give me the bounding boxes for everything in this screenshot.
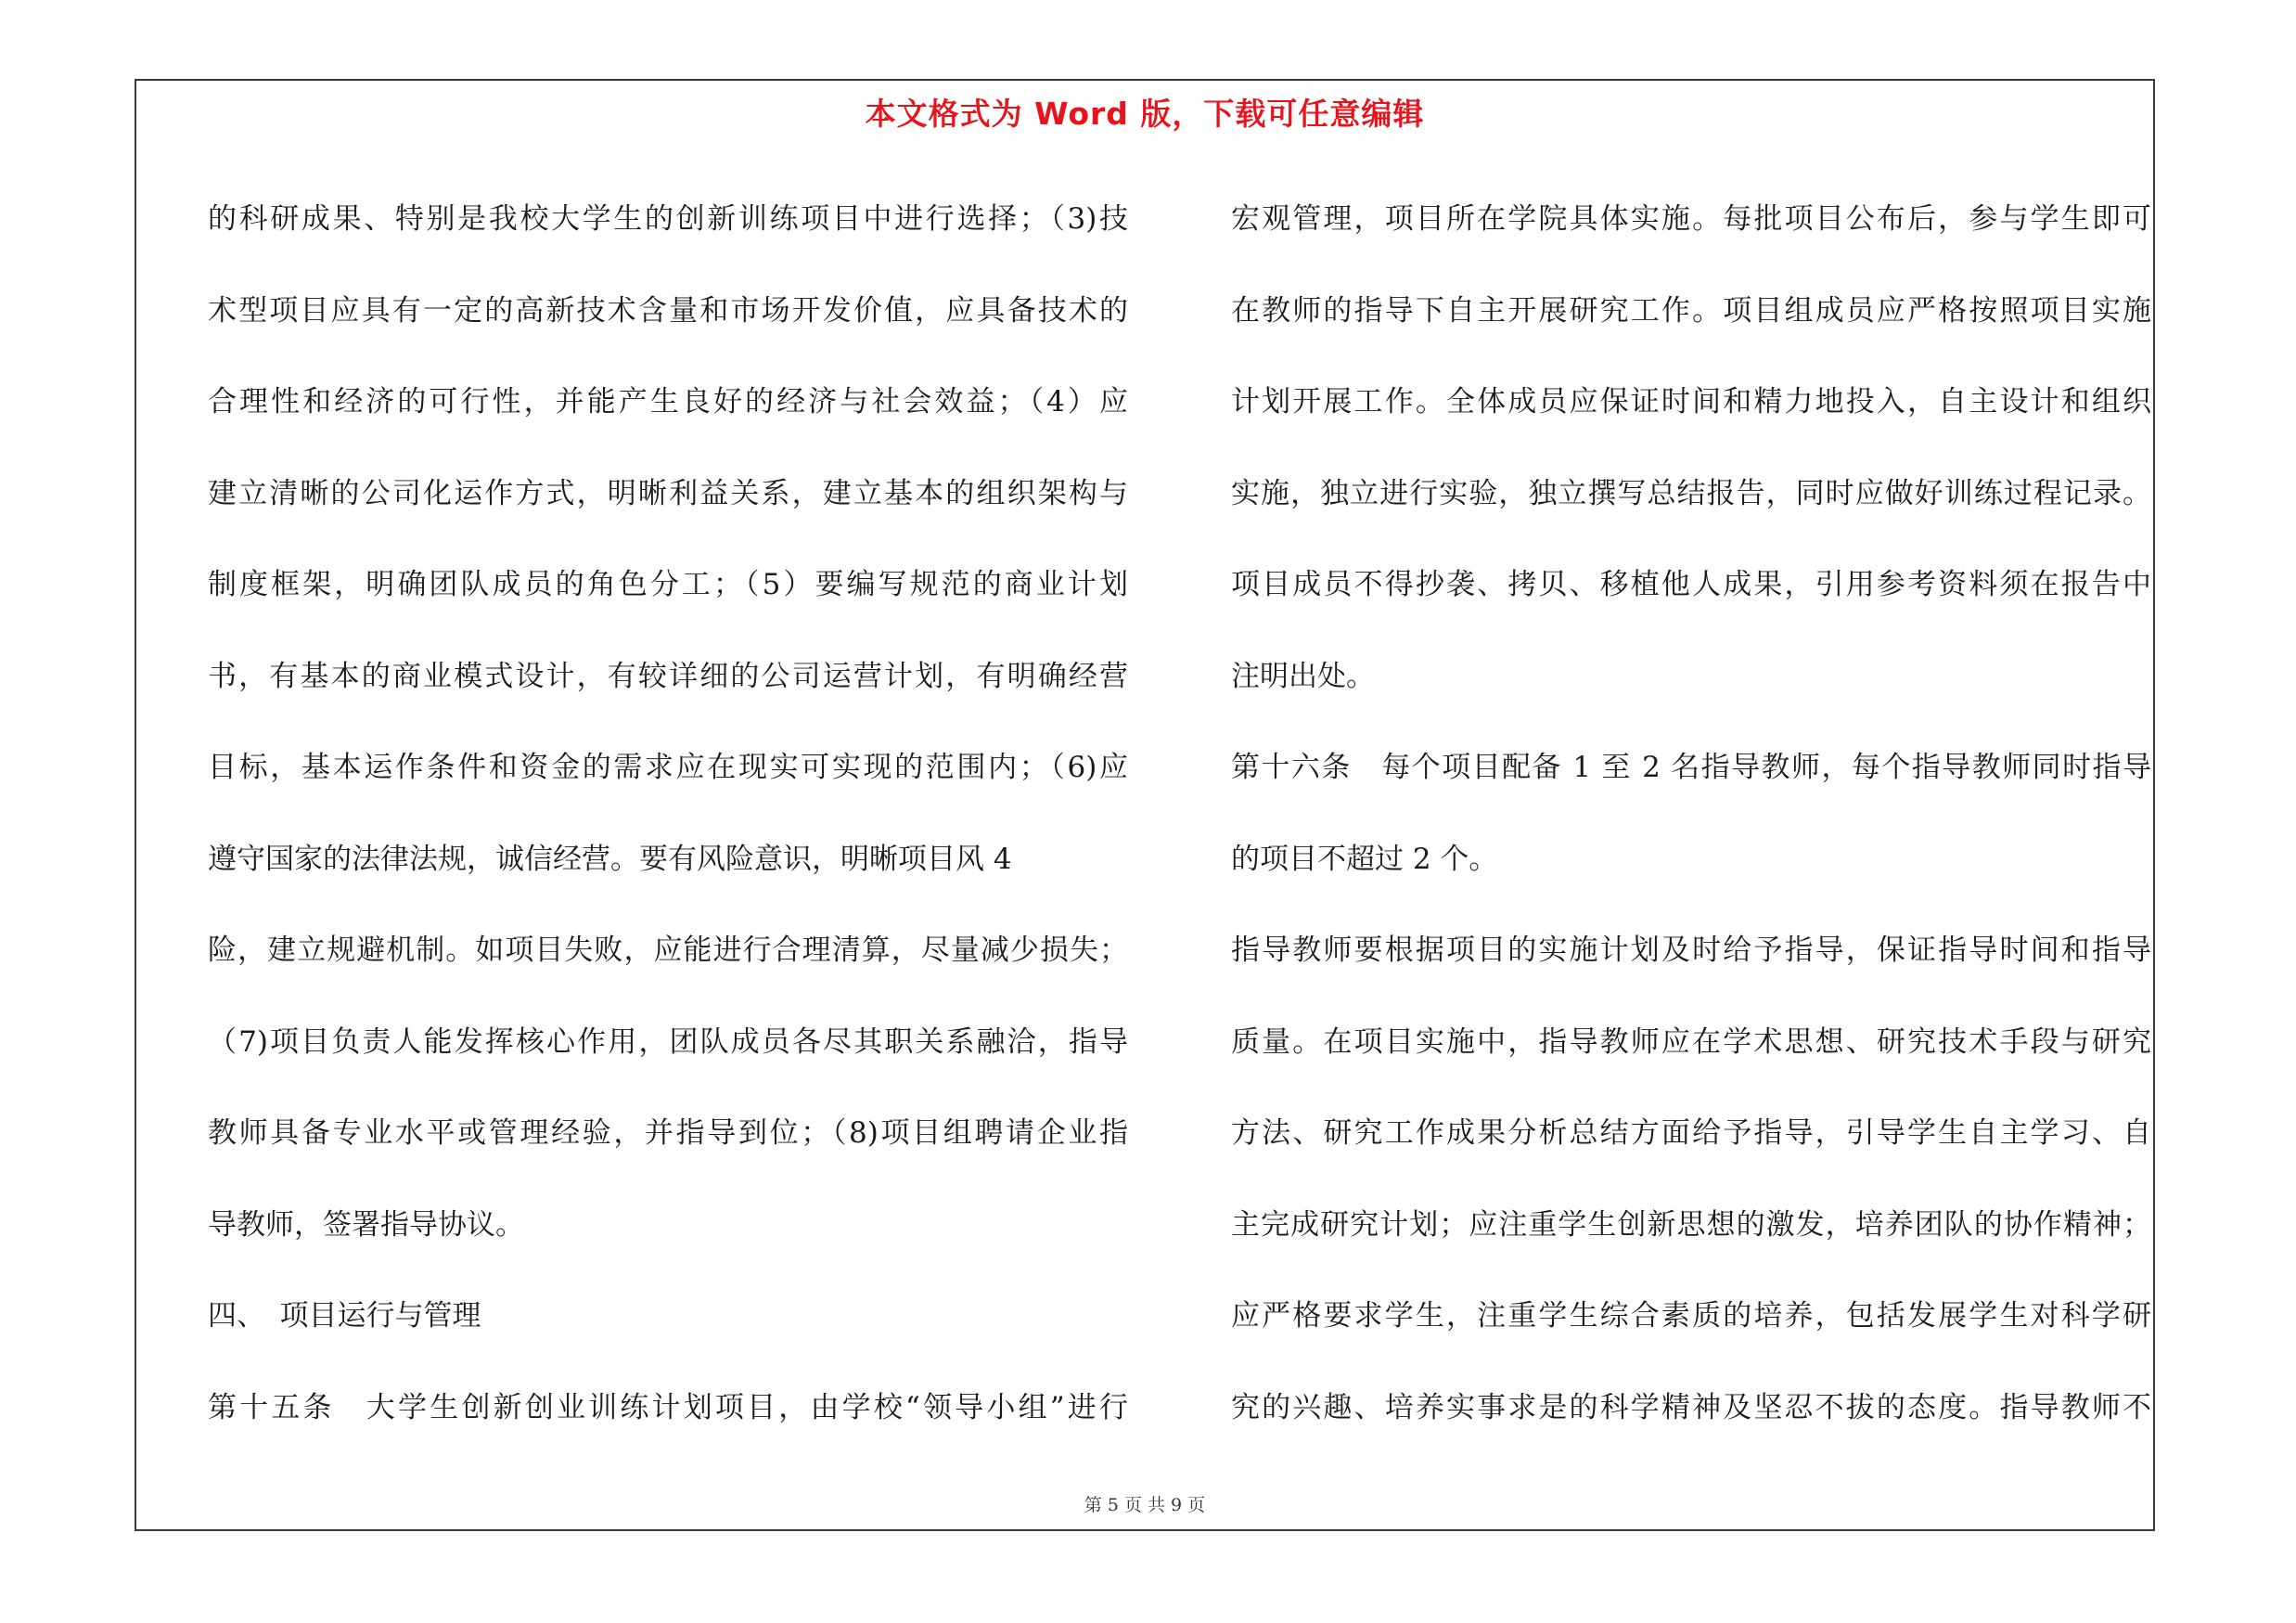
text-line: 计划开展工作。全体成员应保证时间和精力地投入，自主设计和组织: [1231, 385, 2151, 419]
text-line: 宏观管理，项目所在学院具体实施。每批项目公布后，参与学生即可: [1231, 202, 2151, 236]
text-line: （7)项目负责人能发挥核心作用，团队成员各尽其职关系融洽，指导: [208, 1024, 1128, 1059]
right-text-column: [1231, 174, 2151, 1453]
section-heading: 四、 项目运行与管理: [208, 1299, 481, 1333]
text-line: 方法、研究工作成果分析总结方面给予指导，引导学生自主学习、自: [1231, 1116, 2151, 1150]
text-line: 导教师，签署指导协议。: [208, 1207, 524, 1242]
text-line: 建立清晰的公司化运作方式，明晰利益关系，建立基本的组织架构与: [208, 476, 1128, 510]
text-line: 究的兴趣、培养实事求是的科学精神及坚忍不拔的态度。指导教师不: [1231, 1390, 2151, 1424]
text-line: 第十六条 每个项目配备 1 至 2 名指导教师，每个指导教师同时指导: [1231, 751, 2151, 784]
document-page: [135, 79, 2155, 1531]
page-number-footer: 第 5 页 共 9 页: [1084, 1495, 1206, 1515]
text-line: 险，建立规避机制。如项目失败，应能进行合理清算，尽量减少损失；: [208, 934, 1128, 967]
left-text-column: [208, 174, 1128, 1453]
text-line: 指导教师要根据项目的实施计划及时给予指导，保证指导时间和指导: [1231, 934, 2151, 967]
text-line: 质量。在项目实施中，指导教师应在学术思想、研究技术手段与研究: [1231, 1024, 2151, 1059]
text-line: 注明出处。: [1231, 659, 1375, 693]
text-line: 术型项目应具有一定的高新技术含量和市场开发价值，应具备技术的: [208, 293, 1128, 328]
format-notice-banner: 本文格式为 Word 版，下载可任意编辑: [865, 96, 1425, 132]
text-line: 主完成研究计划；应注重学生创新思想的激发，培养团队的协作精神；: [1231, 1207, 2151, 1242]
text-line: 书，有基本的商业模式设计，有较详细的公司运营计划，有明确经营: [208, 659, 1128, 693]
text-line: 实施，独立进行实验，独立撰写总结报告，同时应做好训练过程记录。: [1231, 476, 2151, 510]
text-line: 第十五条 大学生创新创业训练计划项目，由学校“领导小组”进行: [208, 1390, 1128, 1424]
text-line: 合理性和经济的可行性，并能产生良好的经济与社会效益；（4）应: [208, 385, 1128, 419]
text-line: 遵守国家的法律法规，诚信经营。要有风险意识，明晰项目风 4: [208, 842, 1012, 876]
text-line: 目标，基本运作条件和资金的需求应在现实可实现的范围内；（6)应: [208, 751, 1128, 784]
text-line: 应严格要求学生，注重学生综合素质的培养，包括发展学生对科学研: [1231, 1299, 2151, 1333]
text-line: 在教师的指导下自主开展研究工作。项目组成员应严格按照项目实施: [1231, 293, 2151, 328]
text-line: 项目成员不得抄袭、拷贝、移植他人成果，引用参考资料须在报告中: [1231, 568, 2151, 601]
text-line: 教师具备专业水平或管理经验，并指导到位；（8)项目组聘请企业指: [208, 1116, 1128, 1150]
text-line: 的科研成果、特别是我校大学生的创新训练项目中进行选择；（3)技: [208, 202, 1128, 236]
text-line: 的项目不超过 2 个。: [1231, 842, 1498, 876]
text-line: 制度框架，明确团队成员的角色分工；（5）要编写规范的商业计划: [208, 568, 1128, 601]
